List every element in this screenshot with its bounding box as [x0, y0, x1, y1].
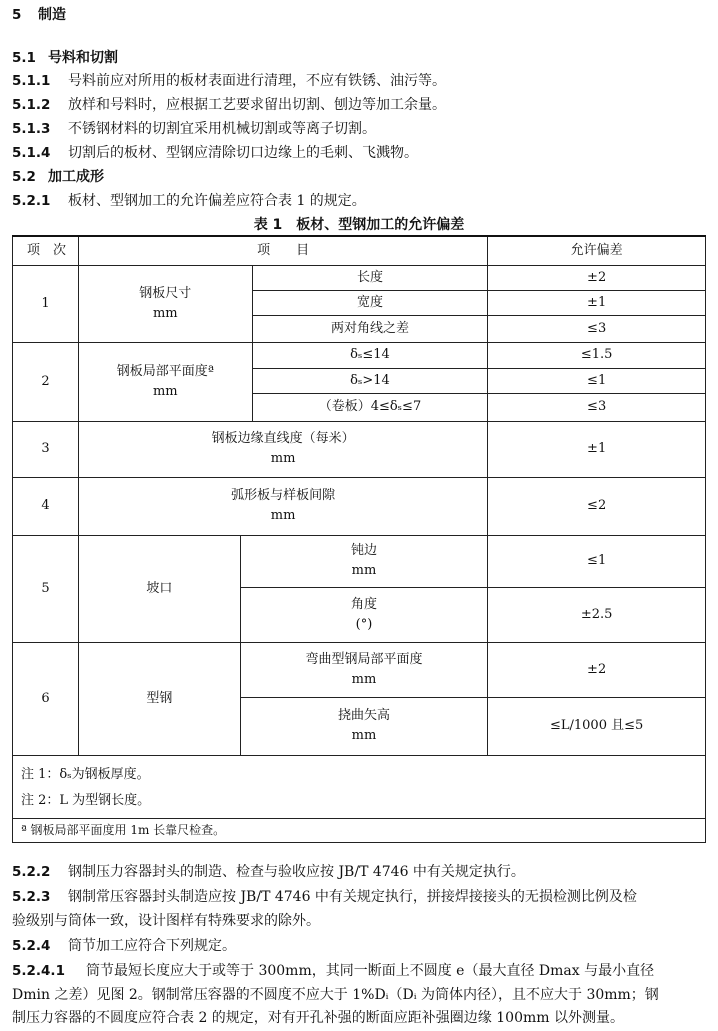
row-item: 两对角线之差	[252, 315, 488, 342]
row-item: 弧形板与样板间隙 mm	[78, 477, 487, 535]
row-group: 钢板尺寸 mm	[78, 265, 252, 342]
table-caption: 表 1 板材、型钢加工的允许偏差	[253, 217, 465, 233]
clause-5-1-4	[12, 142, 418, 162]
table-footnote: ª 钢板局部平面度用 1m 长靠尺检查。	[13, 818, 706, 842]
clause-number: 5.2.1	[12, 193, 51, 209]
row-item: 弯曲型钢局部平面度 mm	[240, 642, 488, 697]
header-tolerance: 允许偏差	[488, 236, 706, 265]
clause-text-line1: 筒节最短长度应大于或等于 300mm，其同一断面上不圆度 e（最大直径 Dmax 与最小直径	[86, 963, 655, 979]
table-row	[13, 421, 706, 477]
note-2: 注 2：L 为型钢长度。	[21, 792, 151, 808]
clause-number: 5.1.3	[12, 121, 51, 137]
row-item: δₛ≤14	[252, 342, 488, 368]
section-heading-5-1	[12, 47, 118, 67]
clause-text: 板材、型钢加工的允许偏差应符合表 1 的规定。	[68, 193, 366, 209]
row-item: δₛ>14	[252, 368, 488, 393]
row-number: 3	[13, 421, 79, 477]
row-tolerance: ≤L/1000 且≤5	[488, 697, 706, 755]
table-row	[13, 642, 706, 697]
table-row	[13, 265, 706, 290]
clause-text: 不锈钢材料的切割宜采用机械切割或等离子切割。	[68, 121, 376, 137]
clause-5-2-3	[12, 886, 637, 906]
row-number: 1	[13, 265, 79, 342]
row-item: 长度	[252, 265, 488, 290]
row-group: 钢板局部平面度ª mm	[78, 342, 252, 421]
table-row	[13, 477, 706, 535]
clause-number: 5.2.2	[12, 864, 51, 880]
clause-5-1-1	[12, 70, 446, 90]
section-heading-5-2	[12, 166, 104, 186]
row-number: 2	[13, 342, 79, 421]
clause-5-2-1	[12, 190, 366, 210]
row-number: 5	[13, 535, 79, 642]
header-item: 项 目	[78, 236, 487, 265]
clause-text: 切割后的板材、型钢应清除切口边缘上的毛刺、飞溅物。	[68, 145, 418, 161]
clause-number: 5.2.4.1	[12, 963, 65, 979]
row-tolerance: ≤1.5	[488, 342, 706, 368]
row-tolerance: ±2	[488, 642, 706, 697]
row-item: 角度 (°)	[240, 587, 488, 642]
row-tolerance: ≤2	[488, 477, 706, 535]
row-item: 挠曲矢高 mm	[240, 697, 488, 755]
clause-5-1-3	[12, 118, 376, 138]
row-item: （卷板）4≤δₛ≤7	[252, 393, 488, 421]
section-number: 5.1	[12, 50, 36, 66]
clause-number: 5.1.4	[12, 145, 51, 161]
header-no: 项 次	[13, 236, 79, 265]
row-tolerance: ≤1	[488, 368, 706, 393]
clause-text: 筒节加工应符合下列规定。	[68, 938, 236, 954]
clause-5-1-2	[12, 94, 446, 114]
section-heading-5	[12, 4, 66, 24]
section-number: 5.2	[12, 169, 36, 185]
clause-5-2-4-1-line2: Dmin 之差）见图 2。钢制常压容器的不圆度不应大于 1%Dᵢ（Dᵢ 为筒体内径），且不应大于 30mm；钢	[12, 987, 659, 1003]
clause-number: 5.2.3	[12, 889, 51, 905]
row-item: 钝边 mm	[240, 535, 488, 587]
row-tolerance: ±2	[488, 265, 706, 290]
clause-5-2-4-1-line3: 制压力容器的不圆度应符合表 2 的规定，对有开孔补强的断面应距补强圈边缘 100mm 以外测量。	[12, 1010, 624, 1026]
row-tolerance: ±2.5	[488, 587, 706, 642]
clause-5-2-4	[12, 935, 236, 955]
section-title: 加工成形	[48, 169, 104, 185]
note-1: 注 1：δₛ为钢板厚度。	[21, 766, 150, 782]
clause-number: 5.2.4	[12, 938, 51, 954]
row-tolerance: ≤3	[488, 315, 706, 342]
section-title: 号料和切割	[48, 50, 118, 66]
clause-text: 放样和号料时，应根据工艺要求留出切割、刨边等加工余量。	[68, 97, 446, 113]
table-footnote-row	[13, 818, 706, 842]
table-header-row	[13, 236, 706, 265]
table-notes	[13, 755, 706, 818]
clause-number: 5.1.1	[12, 73, 51, 89]
tolerance-table	[12, 235, 706, 843]
row-group: 型钢	[78, 642, 240, 755]
row-group: 坡口	[78, 535, 240, 642]
section-number: 5	[12, 7, 22, 23]
clause-number: 5.1.2	[12, 97, 51, 113]
clause-5-2-2	[12, 861, 525, 881]
row-number: 4	[13, 477, 79, 535]
table-row	[13, 342, 706, 368]
row-tolerance: ≤1	[488, 535, 706, 587]
section-title: 制造	[38, 7, 66, 23]
row-tolerance: ≤3	[488, 393, 706, 421]
table-row	[13, 535, 706, 587]
row-tolerance: ±1	[488, 290, 706, 315]
row-tolerance: ±1	[488, 421, 706, 477]
row-item: 钢板边缘直线度（每米） mm	[78, 421, 487, 477]
clause-text: 钢制压力容器封头的制造、检查与验收应按 JB/T 4746 中有关规定执行。	[68, 864, 525, 880]
clause-5-2-3-cont: 验级别与筒体一致，设计图样有特殊要求的除外。	[12, 913, 320, 929]
clause-text-line1: 钢制常压容器封头制造应按 JB/T 4746 中有关规定执行，拼接焊接接头的无损检测比例及检	[68, 889, 637, 905]
row-item: 宽度	[252, 290, 488, 315]
clause-5-2-4-1	[12, 960, 654, 980]
row-number: 6	[13, 642, 79, 755]
clause-text: 号料前应对所用的板材表面进行清理，不应有铁锈、油污等。	[68, 73, 446, 89]
